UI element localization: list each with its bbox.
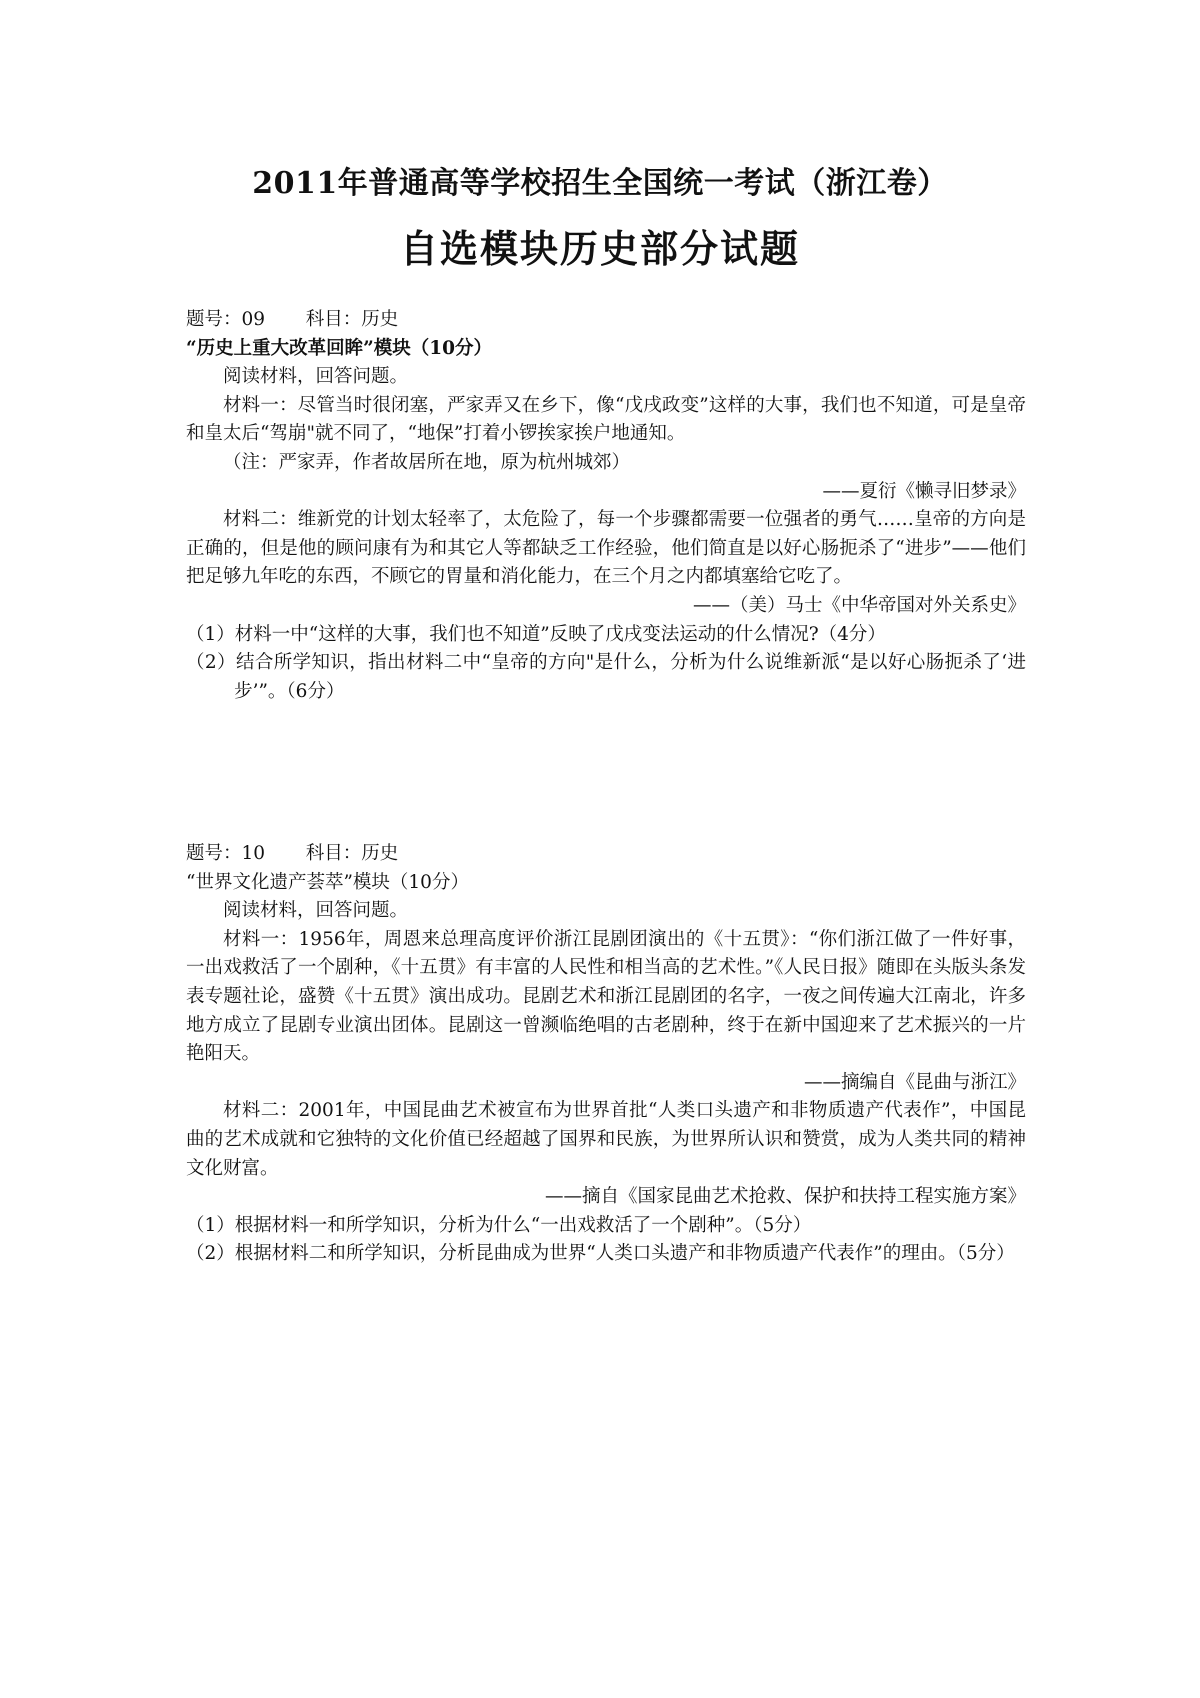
material-1-source: ——夏衍《懒寻旧梦录》 (822, 480, 1026, 502)
instruction: 阅读材料，回答问题。 (223, 366, 409, 388)
exam-title: 2011年普通高等学校招生全国统一考试（浙江卷） (252, 166, 948, 201)
question-2: （2）根据材料二和所学知识，分析昆曲成为世界“人类口头遗产和非物质遗产代表作”的理由。（5分） (186, 1243, 1015, 1265)
material-1-source: ——摘编自《昆曲与浙江》 (803, 1071, 1026, 1093)
question-section-10 (186, 840, 1026, 1269)
question-number: 题号：09 (186, 309, 266, 330)
material-note: （注：严家弄，作者故居所在地，原为杭州城郊） (223, 451, 631, 473)
exam-subtitle: 自选模块历史部分试题 (399, 227, 800, 271)
question-section-09 (186, 306, 1026, 706)
subject-label: 科目：历史 (305, 843, 399, 864)
instruction: 阅读材料，回答问题。 (223, 900, 409, 922)
question-2: （2）结合所学知识，指出材料二中“皇帝的方向"是什么，分析为什么说维新派“是以好心肠扼杀了‘进步’”。（6分） (186, 652, 1026, 702)
question-1: （1）根据材料一和所学知识，分析为什么“一出戏救活了一个剧种”。（5分） (186, 1214, 812, 1236)
material-2: 材料二：维新党的计划太轻率了，太危险了，每一个步骤都需要一位强者的勇气……皇帝的方向是正确的，但是他的顾问康有为和其它人等都缺乏工作经验，他们简直是以好心肠扼杀了“进步”——他们把足够九年吃的东西，不顾它的胃量和消化能力，在三个月之内都填塞给它吃了。 (186, 509, 1026, 588)
subject-label: 科目：历史 (305, 309, 399, 330)
question-header (186, 840, 1026, 869)
material-2-source: ——（美）马士《中华帝国对外关系史》 (692, 594, 1026, 616)
module-title: “历史上重大改革回眸”模块（10分） (186, 337, 493, 359)
material-2: 材料二：2001年，中国昆曲艺术被宣布为世界首批“人类口头遗产和非物质遗产代表作”，中国昆曲的艺术成就和它独特的文化价值已经超越了国界和民族，为世界所认识和赞赏，成为人类共同的精神文化财富。 (186, 1100, 1026, 1179)
material-1: 材料一：1956年，周恩来总理高度评价浙江昆剧团演出的《十五贯》：“你们浙江做了一件好事，一出戏救活了一个剧种，《十五贯》有丰富的人民性和相当高的艺术性。”《人民日报》随即在头版头条发表专题社论，盛赞《十五贯》演出成功。昆剧艺术和浙江昆剧团的名字，一夜之间传遍大江南北，许多地方成立了昆剧专业演出团体。昆剧这一曾濒临绝唱的古老剧种，终于在新中国迎来了艺术振兴的一片艳阳天。 (186, 928, 1026, 1065)
question-1: （1）材料一中“这样的大事，我们也不知道”反映了戊戌变法运动的什么情况?（4分） (186, 623, 886, 645)
question-header (186, 306, 1026, 335)
material-1: 材料一：尽管当时很闭塞，严家弄又在乡下，像“戊戌政变”这样的大事，我们也不知道，可是皇帝和皇太后“驾崩"就不同了，“地保”打着小锣挨家挨户地通知。 (186, 394, 1026, 445)
material-2-source: ——摘自《国家昆曲艺术抢救、保护和扶持工程实施方案》 (544, 1186, 1026, 1208)
module-title: “世界文化遗产荟萃”模块（10分） (186, 871, 469, 893)
question-number: 题号：10 (186, 843, 266, 864)
